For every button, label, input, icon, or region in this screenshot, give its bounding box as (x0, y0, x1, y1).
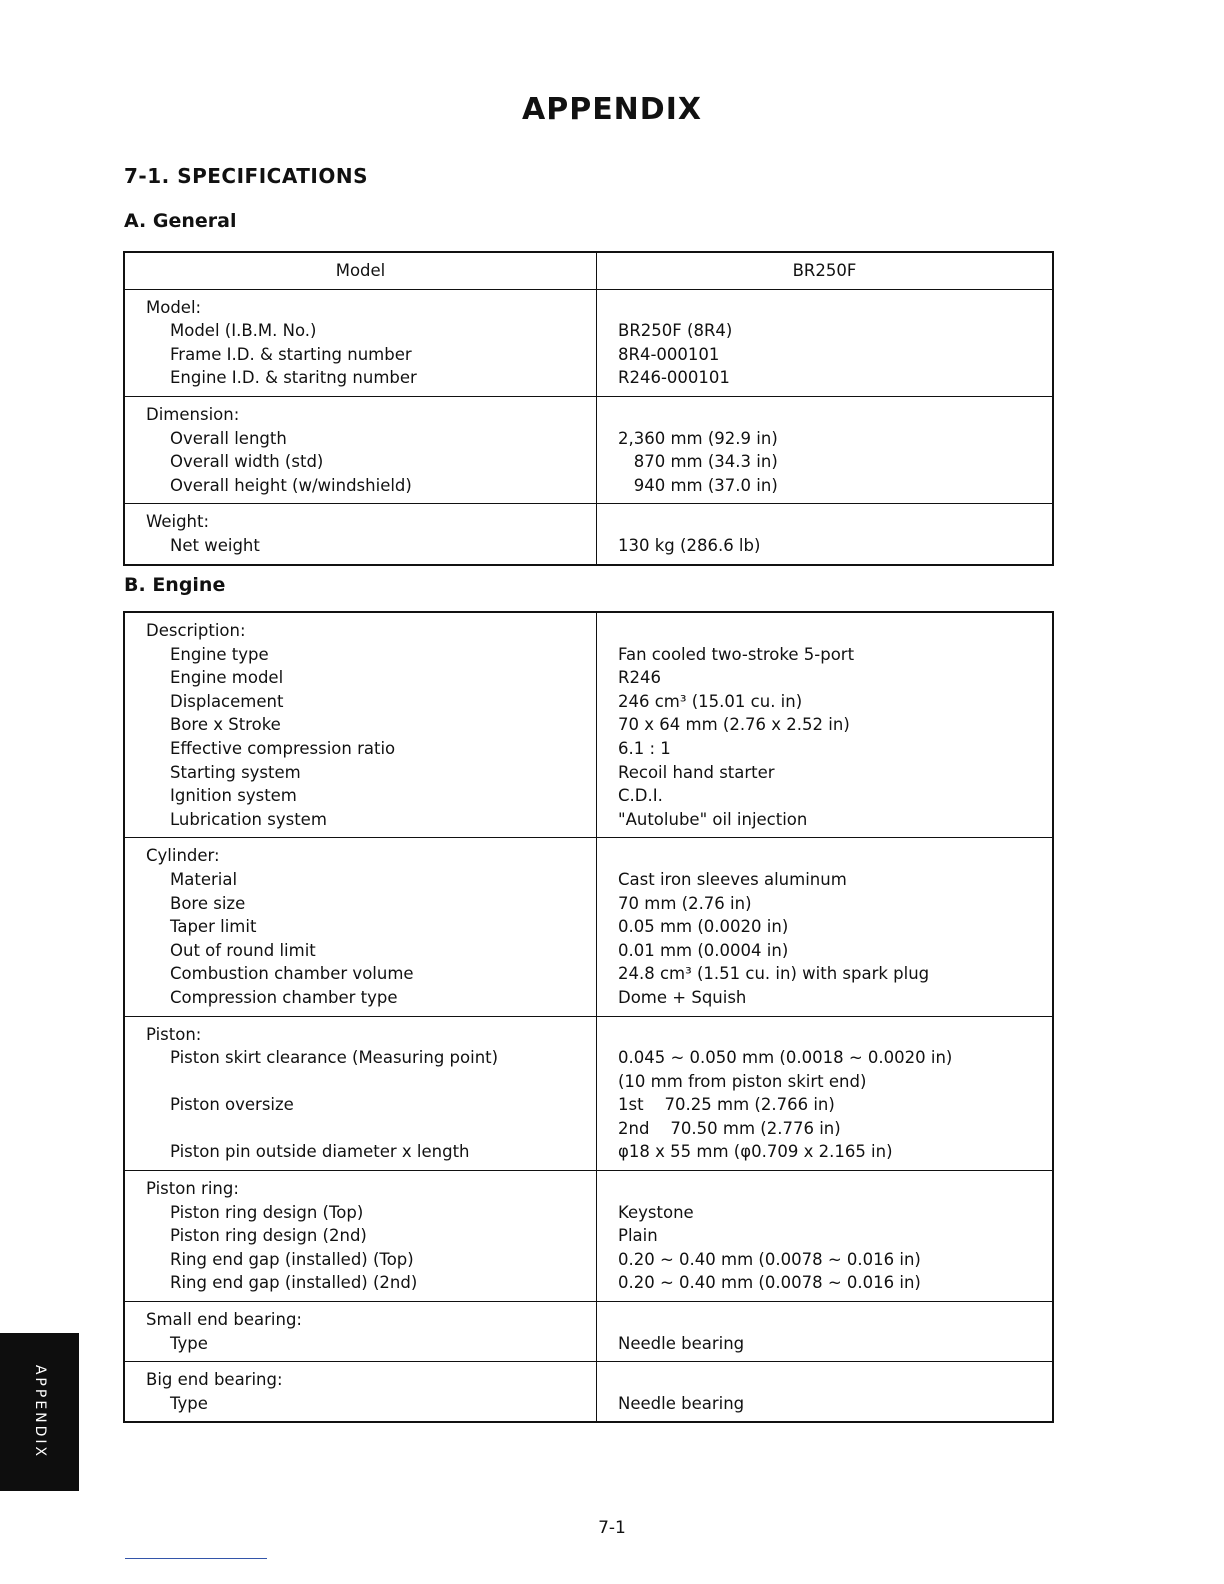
spec-label: Taper limit (170, 917, 257, 937)
spacer (618, 1177, 1052, 1201)
spacer (618, 1368, 1052, 1392)
spec-label: Piston ring design (2nd) (170, 1226, 367, 1246)
spec-group-heading: Description: (146, 621, 246, 640)
header-model-value: BR250F (597, 252, 1054, 289)
spec-group-heading: Piston: (146, 1024, 202, 1044)
spec-group-row (124, 1362, 1053, 1423)
spec-label: Engine I.D. & staritng number (170, 368, 417, 388)
spec-value: 0.20 ~ 0.40 mm (0.0078 ~ 0.016 in) (618, 1273, 921, 1293)
spec-value: 0.01 mm (0.0004 in) (618, 940, 789, 960)
page-number: 7-1 (598, 1518, 626, 1538)
spec-group-row (124, 396, 1053, 503)
spec-group-heading: Dimension: (146, 404, 240, 424)
footer-rule (125, 1558, 267, 1559)
spec-value: 0.045 ~ 0.050 mm (0.0018 ~ 0.0020 in) (618, 1048, 953, 1068)
spec-label: Starting system (170, 762, 301, 782)
spec-value: Needle bearing (618, 1393, 745, 1413)
spec-value: 940 mm (37.0 in) (618, 475, 778, 495)
spec-label: Compression chamber type (170, 987, 398, 1007)
spec-value: Dome + Squish (618, 987, 747, 1007)
engine-spec-table (123, 611, 1054, 1423)
spec-label: Effective compression ratio (170, 738, 396, 758)
spec-label: Ignition system (170, 786, 297, 806)
spacer (618, 844, 1052, 868)
spec-value: 0.05 mm (0.0020 in) (618, 917, 789, 937)
spec-group-heading: Big end bearing: (146, 1370, 283, 1390)
spec-value: 870 mm (34.3 in) (618, 452, 778, 472)
spec-labels-cell (124, 504, 597, 565)
spacer (618, 1023, 1052, 1047)
spec-label: Combustion chamber volume (170, 964, 414, 984)
spec-value: R246-000101 (618, 368, 730, 388)
spec-label: Overall width (std) (170, 452, 324, 472)
spec-value: 8R4-000101 (618, 344, 720, 364)
header-model-label: Model (124, 252, 597, 289)
spec-value: R246 (618, 668, 661, 688)
spec-label: Engine model (170, 668, 284, 688)
spec-labels-cell (124, 1171, 597, 1302)
spec-label: Piston skirt clearance (Measuring point) (170, 1048, 499, 1068)
section-title: 7-1. SPECIFICATIONS (124, 164, 368, 188)
spec-value: 6.1 : 1 (618, 738, 671, 758)
spec-label: Ring end gap (installed) (2nd) (170, 1273, 418, 1293)
spec-label: Ring end gap (installed) (Top) (170, 1249, 414, 1269)
spec-label: Bore x Stroke (170, 715, 281, 735)
spec-value: 70 mm (2.76 in) (618, 893, 752, 913)
spec-value: "Autolube" oil injection (618, 809, 808, 829)
table-header-row (124, 252, 1053, 289)
spec-label: Overall length (170, 428, 287, 448)
spec-values-cell (597, 612, 1054, 838)
spec-value: Plain (618, 1226, 658, 1246)
spec-label: Displacement (170, 691, 284, 711)
spec-group-row (124, 838, 1053, 1016)
spec-value: φ18 x 55 mm (φ0.709 x 2.165 in) (618, 1142, 893, 1162)
spec-labels-cell (124, 1362, 597, 1423)
side-tab-label: APPENDIX (31, 1364, 48, 1460)
spec-value: Keystone (618, 1202, 694, 1222)
spec-labels-cell (124, 612, 597, 838)
spacer (618, 1308, 1052, 1332)
spec-label: Model (I.B.M. No.) (170, 321, 317, 341)
spacer (618, 403, 1052, 427)
page-title: APPENDIX (522, 92, 702, 127)
spec-value: Recoil hand starter (618, 762, 775, 782)
spec-labels-cell (124, 396, 597, 503)
spec-group-row (124, 1016, 1053, 1171)
spec-value: Fan cooled two-stroke 5-port (618, 644, 855, 664)
spec-label: Lubrication system (170, 809, 327, 829)
spec-values-cell (597, 1016, 1054, 1171)
spec-value: 246 cm³ (15.01 cu. in) (618, 691, 803, 711)
spec-label: Piston oversize (170, 1095, 294, 1115)
spec-label (146, 1117, 596, 1141)
spec-values-cell (597, 1302, 1054, 1362)
spec-label: Frame I.D. & starting number (170, 344, 412, 364)
spec-values-cell (597, 1362, 1054, 1423)
spec-value: Cast iron sleeves aluminum (618, 869, 847, 889)
spec-value: 2nd 70.50 mm (2.776 in) (618, 1118, 841, 1138)
spec-label: Net weight (170, 535, 260, 555)
spacer (618, 296, 1052, 320)
spec-group-heading: Cylinder: (146, 846, 220, 866)
spec-label: Type (170, 1393, 208, 1413)
spec-value: 2,360 mm (92.9 in) (618, 428, 778, 448)
spec-group-row (124, 289, 1053, 396)
spec-values-cell (597, 396, 1054, 503)
spec-value: (10 mm from piston skirt end) (618, 1071, 867, 1091)
spec-label: Bore size (170, 893, 246, 913)
spec-value: 1st 70.25 mm (2.766 in) (618, 1095, 835, 1115)
spec-group-heading: Small end bearing: (146, 1310, 302, 1330)
spec-group-row (124, 504, 1053, 565)
spec-value: BR250F (8R4) (618, 321, 733, 341)
spec-values-cell (597, 838, 1054, 1016)
spec-labels-cell (124, 289, 597, 396)
spec-group-row (124, 612, 1053, 838)
spec-label: Piston pin outside diameter x length (170, 1142, 470, 1162)
spec-value: 24.8 cm³ (1.51 cu. in) with spark plug (618, 964, 930, 984)
spec-group-heading: Model: (146, 297, 202, 317)
spec-label (146, 1070, 596, 1094)
spec-label: Overall height (w/windshield) (170, 475, 412, 495)
spec-values-cell (597, 504, 1054, 565)
engine-spec-body (124, 612, 1053, 1422)
spacer (618, 510, 1052, 534)
spec-group-row (124, 1171, 1053, 1302)
spec-group-row (124, 1302, 1053, 1362)
spec-label: Type (170, 1333, 208, 1353)
appendix-side-tab (0, 1333, 79, 1491)
spec-value: 130 kg (286.6 lb) (618, 535, 761, 555)
spec-label: Out of round limit (170, 940, 316, 960)
spec-labels-cell (124, 838, 597, 1016)
general-title: A. General (124, 210, 237, 232)
general-spec-body (124, 289, 1053, 564)
engine-title: B. Engine (124, 574, 226, 596)
spec-group-heading: Weight: (146, 512, 210, 532)
spec-values-cell (597, 289, 1054, 396)
spec-value: 70 x 64 mm (2.76 x 2.52 in) (618, 715, 850, 735)
spec-labels-cell (124, 1016, 597, 1171)
spec-group-heading: Piston ring: (146, 1179, 239, 1199)
spec-label: Engine type (170, 644, 269, 664)
general-spec-table (123, 251, 1054, 566)
spec-value: Needle bearing (618, 1333, 745, 1353)
spec-label: Material (170, 869, 238, 889)
spec-labels-cell (124, 1302, 597, 1362)
spec-values-cell (597, 1171, 1054, 1302)
spacer (618, 619, 1052, 643)
spec-value: C.D.I. (618, 786, 663, 806)
spec-value: 0.20 ~ 0.40 mm (0.0078 ~ 0.016 in) (618, 1249, 921, 1269)
spec-label: Piston ring design (Top) (170, 1202, 364, 1222)
